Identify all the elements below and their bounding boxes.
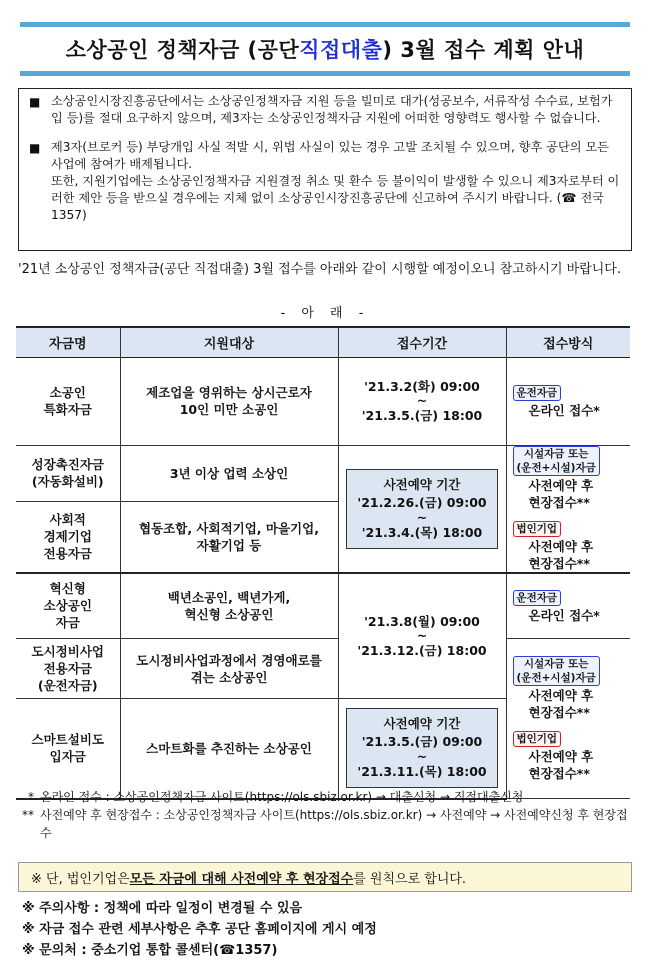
tag-operating-fund: 운전자금: [513, 590, 562, 606]
tag-corporation: 법인기업: [513, 731, 562, 747]
header-target: 지원대상: [120, 327, 338, 357]
header-fund-name: 자금명: [16, 327, 120, 357]
footnote: [16, 788, 636, 806]
title-pre: 소상공인 정책자금 (공단: [65, 38, 300, 62]
notice-text-2b: 또한, 지원기업에는 소상공인정책자금 지원결정 취소 및 환수 등 불이익이 발생할 수 있으니 제3자로부터 이러한 제안 등을 받으실 경우에는 지체 없이 소상공인시장진흥공단에 신고하여 주시기 바랍니다. (☎ 전국 1357): [51, 174, 620, 222]
intro-text: '21년 소상공인 정책자금(공단 직접대출) 3월 접수를 아래와 같이 시행할 예정이오니 참고하시기 바랍니다.: [18, 262, 621, 277]
note-contact: ※ 문의처 : 중소기업 통합 콜센터(☎1357): [22, 943, 278, 958]
method-reserve: [506, 445, 630, 573]
tag-corporation: 법인기업: [513, 521, 562, 537]
method-reserve-text: 사전예약 후 현장접수**: [528, 687, 594, 720]
fund-name: 스마트설비도 입자금: [16, 699, 120, 799]
footnote-text: 온라인 접수 : 소상공인정책자금 사이트(https://ols.sbiz.or.kr) → 대출신청 → 직접대출신청: [40, 790, 524, 804]
table-row: [16, 445, 630, 501]
fund-name: 도시정비사업 전용자금 (운전자금): [16, 639, 120, 699]
period-tilde: ~: [416, 393, 428, 408]
method-reserve-text: 사전예약 후 현장접수**: [528, 538, 594, 571]
method-online-text: 온라인 접수*: [528, 607, 600, 623]
method-online: [506, 573, 630, 639]
tag-facility-fund: 시설자금 또는 (운전+시설)자금: [513, 656, 600, 686]
schedule-table: [16, 326, 630, 800]
period-end: '21.3.5.(금) 18:00: [361, 408, 483, 423]
period-end: '21.3.11.(목) 18:00: [357, 764, 487, 780]
footnote-mark: *: [28, 790, 34, 804]
footnote-mark: **: [22, 808, 34, 822]
page-title: [20, 27, 630, 71]
footnotes: [16, 788, 636, 842]
header-method: 접수방식: [506, 327, 630, 357]
fund-target: 협동조합, 사회적기업, 마을기업, 자활기업 등: [120, 501, 338, 572]
title-banner: [20, 22, 630, 76]
title-post: ) 3월 접수 계획 안내: [382, 38, 585, 62]
fund-name: 혁신형 소상공인 자금: [16, 573, 120, 639]
title-highlight: 직접대출: [299, 38, 383, 62]
method-online: [506, 357, 630, 445]
online-period: [338, 573, 506, 699]
method-reserve: [506, 639, 630, 799]
reserve-period: [338, 699, 506, 799]
highlight-emphasis: 모든 자금에 대해 사전예약 후 현장접수: [129, 871, 354, 887]
period-tilde: ~: [416, 627, 428, 643]
highlight-post: 를 원칙으로 합니다.: [353, 871, 467, 887]
period-start: '21.3.8(월) 09:00: [364, 613, 480, 629]
period-end: '21.3.12.(금) 18:00: [357, 642, 487, 658]
reserve-period-label: 사전예약 기간: [383, 476, 461, 492]
period-end: '21.3.4.(목) 18:00: [361, 524, 483, 540]
tag-facility-fund: 시설자금 또는 (운전+시설)자금: [513, 446, 600, 476]
header-period: 접수기간: [338, 327, 506, 357]
title-bottom-rule: [20, 71, 630, 76]
fund-name: 성장촉진자금 (자동화설비): [16, 445, 120, 501]
notice-text-2a: 제3자(브로커 등) 부당개입 사실 적발 시, 위법 사실이 있는 경우 고발 조치될 수 있으며, 향후 공단의 모든 사업에 참여가 배제됩니다.: [51, 140, 609, 171]
period-start: '21.3.5.(금) 09:00: [361, 734, 483, 750]
fund-target: 백년소공인, 백년가게, 혁신형 소상공인: [120, 573, 338, 639]
warning-notice-box: [18, 88, 632, 251]
period-tilde: ~: [416, 749, 428, 765]
reserve-period: [338, 445, 506, 573]
table-header-row: [16, 327, 630, 357]
table-row: [16, 357, 630, 445]
table-row: [16, 639, 630, 699]
reserve-period-box: [346, 708, 497, 788]
highlight-pre: ※ 단, 법인기업은: [31, 871, 130, 887]
method-online-text: 온라인 접수*: [528, 403, 600, 418]
footnote-text: 사전예약 후 현장접수 : 소상공인정책자금 사이트(https://ols.sbiz.or.kr) → 사전예약 → 사전예약신청 후 현장접수: [40, 808, 628, 840]
note-details: ※ 자금 접수 관련 세부사항은 추후 공단 홈페이지에 게시 예정: [22, 922, 377, 937]
square-bullet-icon: ■: [29, 95, 41, 109]
fund-target: 스마트화를 추진하는 소상공인: [120, 699, 338, 799]
fund-name: 사회적 경제기업 전용자금: [16, 501, 120, 572]
notice-paragraph-1: [29, 93, 621, 127]
online-period: [338, 357, 506, 445]
reserve-period-box: [346, 469, 497, 549]
note-caution: ※ 주의사항 : 정책에 따라 일정이 변경될 수 있음: [22, 901, 303, 916]
section-label: - 아 래 -: [280, 306, 370, 321]
tag-operating-fund: 운전자금: [513, 385, 562, 401]
square-bullet-icon: ■: [29, 141, 41, 155]
period-tilde: ~: [416, 509, 428, 525]
period-start: '21.3.2(화) 09:00: [364, 379, 480, 394]
notice-paragraph-2: [29, 139, 621, 224]
method-reserve-text: 사전예약 후 현장접수**: [528, 477, 594, 510]
table-row: [16, 573, 630, 639]
fund-target: 3년 이상 업력 소상인: [120, 445, 338, 501]
reserve-period-label: 사전예약 기간: [383, 716, 461, 732]
notice-text-1: 소상공인시장진흥공단에서는 소상공인정책자금 지원 등을 빌미로 대가(성공보수, 서류작성 수수료, 보험가입 등)를 절대 요구하지 않으며, 제3자는 소상공인정책자금 지원에 어떠한 영향력도 행사할 수 없습니다.: [51, 94, 613, 125]
method-reserve-text: 사전예약 후 현장접수**: [528, 748, 594, 781]
fund-target: 제조업을 영위하는 상시근로자 10인 미만 소공인: [120, 357, 338, 445]
period-start: '21.2.26.(금) 09:00: [357, 494, 487, 510]
fund-name: 소공인 특화자금: [16, 357, 120, 445]
fund-target: 도시정비사업과정에서 경영애로를 겪는 소상공인: [120, 639, 338, 699]
corporation-notice: [18, 862, 632, 892]
footnote: [16, 806, 636, 842]
notes: [22, 898, 632, 961]
